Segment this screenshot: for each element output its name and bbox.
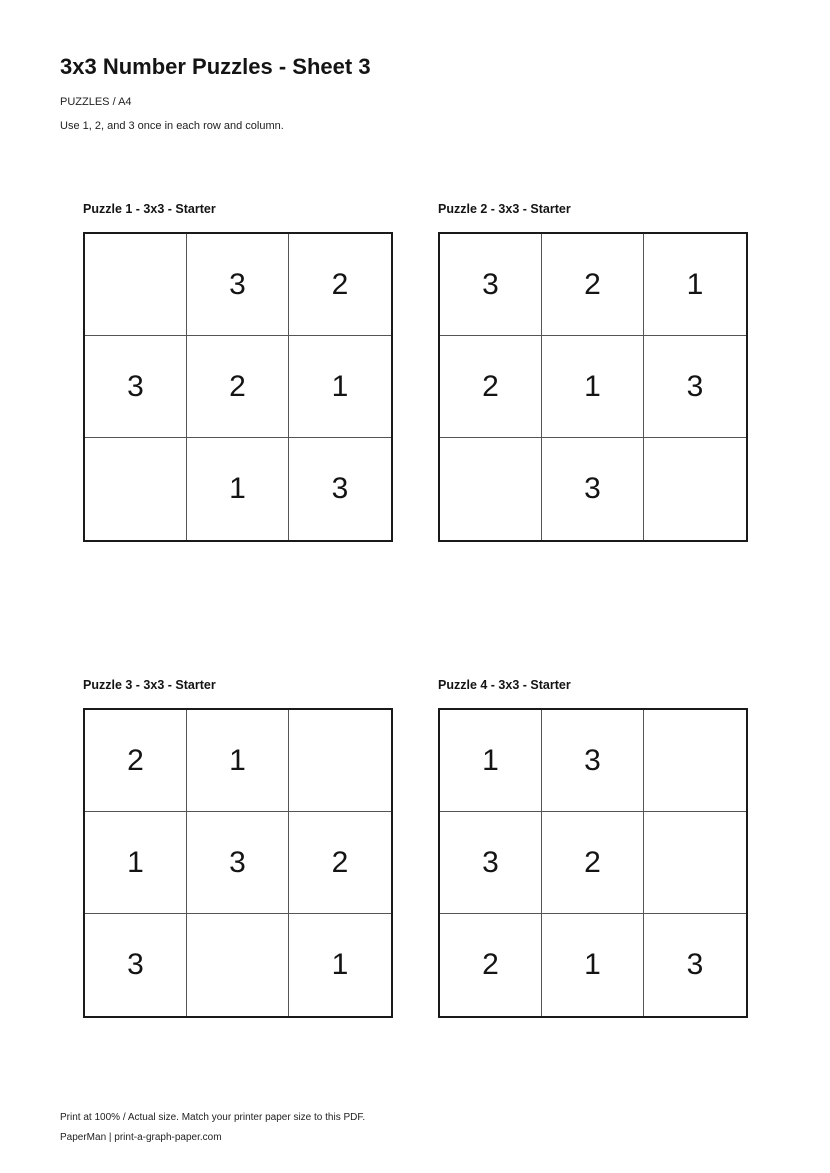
puzzle-title: Puzzle 3 - 3x3 - Starter — [83, 678, 216, 692]
grid-cell[interactable]: 1 — [289, 336, 391, 438]
puzzle-title: Puzzle 4 - 3x3 - Starter — [438, 678, 571, 692]
puzzle-grid — [83, 708, 393, 1018]
grid-cell[interactable] — [644, 710, 746, 812]
grid-cell[interactable]: 3 — [440, 234, 542, 336]
grid-cell[interactable]: 2 — [85, 710, 187, 812]
print-note: Print at 100% / Actual size. Match your printer paper size to this PDF. — [60, 1112, 366, 1123]
grid-cell[interactable]: 1 — [644, 234, 746, 336]
grid-cell[interactable]: 3 — [686, 948, 704, 981]
puzzle-title: Puzzle 1 - 3x3 - Starter — [83, 202, 216, 216]
grid-cell[interactable]: 2 — [542, 234, 644, 336]
grid-cell[interactable] — [289, 710, 391, 812]
grid-cell[interactable]: 2 — [289, 812, 391, 914]
instructions: Use 1, 2, and 3 once in each row and column. — [60, 120, 284, 132]
grid-cell[interactable]: 1 — [542, 336, 644, 438]
puzzle-grid — [438, 232, 748, 542]
puzzle-title: Puzzle 2 - 3x3 - Starter — [438, 202, 571, 216]
grid-cell[interactable] — [187, 914, 289, 1016]
grid-cell[interactable]: 1 — [187, 710, 289, 812]
grid-cell[interactable]: 1 — [331, 948, 349, 981]
grid-cell[interactable]: 3 — [542, 438, 644, 540]
grid-cell[interactable]: 3 — [331, 472, 349, 505]
grid-cell[interactable]: 2 — [187, 336, 289, 438]
grid-cell[interactable] — [85, 438, 187, 540]
category-label: PUZZLES / A4 — [60, 96, 132, 108]
grid-cell[interactable]: 2 — [289, 234, 391, 336]
puzzle-grid — [83, 232, 393, 542]
grid-cell[interactable]: 1 — [85, 812, 187, 914]
puzzle-grid — [438, 708, 748, 1018]
grid-cell[interactable]: 2 — [440, 914, 542, 1016]
grid-cell[interactable]: 2 — [542, 812, 644, 914]
grid-cell[interactable]: 1 — [542, 914, 644, 1016]
grid-cell[interactable] — [440, 438, 542, 540]
grid-cell[interactable]: 3 — [542, 710, 644, 812]
grid-cell[interactable] — [644, 812, 746, 914]
grid-cell[interactable]: 1 — [440, 710, 542, 812]
footer-brand: PaperMan | print-a-graph-paper.com — [60, 1132, 222, 1143]
grid-cell[interactable]: 3 — [440, 812, 542, 914]
grid-cell[interactable]: 3 — [85, 336, 187, 438]
grid-cell[interactable]: 3 — [187, 234, 289, 336]
grid-cell[interactable]: 2 — [440, 336, 542, 438]
grid-cell[interactable] — [644, 438, 746, 540]
grid-cell[interactable] — [85, 234, 187, 336]
grid-cell[interactable]: 3 — [85, 914, 187, 1016]
grid-cell[interactable]: 3 — [644, 336, 746, 438]
grid-cell[interactable]: 1 — [187, 438, 289, 540]
page-title: 3x3 Number Puzzles - Sheet 3 — [60, 54, 371, 79]
grid-cell[interactable]: 3 — [187, 812, 289, 914]
